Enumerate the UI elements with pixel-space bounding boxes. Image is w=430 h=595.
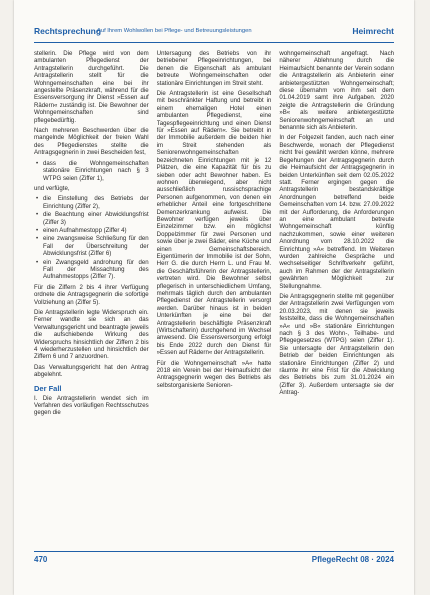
column-1 bbox=[34, 50, 149, 550]
paragraph: In der Folgezeit fanden, auch nach einer Beschwerde, wonach der Pflegedienst nicht frei gewählt werden könne, mehrere Begehungen der Antragsgegnerin durch die Heimaufsicht der Antragsgegnerin in beiden Unterkünften seit dem 02.05.2022 statt. Ferner ergingen gegen die Antragstellerin bestandskräftige Anordnungen betreffend beide Gemeinschaften vom 14. bzw. 27.09.2022 mit der Aufforderung, die Anforderungen an eine ambulant betreute Wohngemeinschaft künftig nachzukommen, sowie einer weiteren Anordnung vom 28.10.2022 die Einrichtung »A« betreffend. Im Weiteren wurden zahlreiche Gespräche und wechselseitiger Schriftverkehr geführt, auch im Rahmen der der Antragstellerin gewährten Möglichkeit zur Stellungnahme. bbox=[279, 134, 395, 290]
paragraph: wohngemeinschaft angefragt. Nach näherer Ablehnung durch die Heimaufsicht benannte der Verein sodann die Antragstellerin als Anbieterin einer anbietergestützten Wohngemeinschaft; diese übernahm vom ihm seit dem 01.04.2019 samt ihre Aufgaben. 2020 zeigte die Antragstellerin die Gründung »B« als weitere anbietergestützte Seniorenwohngemeinschaft an und benannte sich als Anbieterin. bbox=[279, 50, 395, 132]
paragraph: Die Antragstellerin legte Widerspruch ein. Ferner wandte sie sich an das Verwaltungsgericht und beantragte jeweils die aufschiebende Wirkung des Widerspruchs hinsichtlich der Ziffern 2 bis 4 wiederherzustellen und hinsichtlich der Ziffern 6 und 7 anzuordnen. bbox=[34, 309, 149, 361]
list-item: • die Einstellung des Betriebs der Einrichtung (Ziffer 2), bbox=[40, 195, 149, 210]
section-subtitle: Auf Ihrem Wohlwollen bei Pflege- und Betreuungsleistungen bbox=[97, 28, 252, 34]
paragraph: Untersagung des Betriebs von ihr betriebener Pflegeeinrichtungen, bei denen die Eigenschaft als ambulant betreute Wohngemeinschaften oder stationäre Einrichtungen im Streit steht. bbox=[156, 50, 272, 87]
header-topic: Heimrecht bbox=[352, 26, 394, 36]
running-footer bbox=[34, 551, 394, 566]
list-item: • ein Zwangsgeld androhung für den Fall der Missachtung des Aufnahmestopps (Ziffer 7). bbox=[40, 259, 149, 281]
paragraph: Für die Wohngemeinschaft »A« hatte 2018 ein Verein bei der Heimaufsicht der Antragsgegnerin wegen des Betriebs als selbstorganisierte Senioren- bbox=[156, 359, 272, 389]
column-3 bbox=[279, 50, 394, 550]
page-number: 470 bbox=[34, 555, 48, 564]
paragraph: Das Verwaltungsgericht hat den Antrag abgelehnt. bbox=[34, 363, 149, 379]
paragraph: Die Antragsgegnerin stellte mit gegenüber der Antragstellerin zwei Verfügungen vom 20.03.2023, mit denen sie jeweils feststellte, dass die Wohngemeinschaften »A« und »B« stationäre Einrichtungen nach § 3 des Wohn-, Teilhabe- und Pflegegesetzes (WTPG) seien (Ziffer 1). Sie untersagte der Antragstellerin den Betrieb der beiden Einrichtungen als stationäre Einrichtungen (Ziffer 2) und räumte ihr eine Frist für die Abwicklung des Betriebs bis zum 31.01.2024 ein (Ziffer 3). Außerdem untersagte sie der Antrag- bbox=[279, 293, 395, 397]
list-item: • eine zwangsweise Schließung für den Fall der Überschreitung der Abwicklungsfrist (Ziffer 6) bbox=[40, 235, 149, 257]
section-heading: Der Fall bbox=[34, 383, 62, 393]
paragraph: Die Antragstellerin ist eine Gesellschaft mit beschränkter Haftung und betreibt in einem ehemaligen Hotel einen ambulanten Pflegedienst, eine Tagespflegeeinrichtung und einen Dienst für »Essen auf Rädern«. Sie betreibt in der Immobilie außerdem die beiden hier im Streit stehenden als Seniorenwohngemeinschaften bezeichneten Einrichtungen mit je 12 Plätzen, die eine Kapazität für bis zu sieben oder acht Bewohner haben. Es wohnen überwiegend, aber nicht ausschließlich russischsprachige Personen aufgenommen, von denen ein erheblicher Anteil eine fortgeschrittene Demenzerkrankung aufweist. Die Bewohner verfügen jeweils über Einzelzimmer bzw. ein möglichst Doppelzimmer für zwei Personen und sowie über je zwei Bäder, eine Küche und einen Gemeinschaftsbereich. Eigentümerin der Immobilie ist der Sohn, Herr G. die durch Herrn L. und Frau M. die Geschäftsführerin der Antragstellerin, vertreten wird. Die Bewohner selbst pflegerisch in unterschiedlichem Umfang, mehrmals täglich durch den ambulanten Pflegedienst der Antragstellerin versorgt werden. Darüber hinaus ist in beiden Unterkünften je eine bei der Antragstellerin beschäftigte Präsenzkraft (Wirtschafterin) durchgehend im Wechsel anwesend. Die Essensversorgung erfolgt bis Ende 2022 durch den Dienst für »Essen auf Rädern« der Antragstellerin. bbox=[156, 90, 272, 357]
document-page bbox=[14, 0, 414, 595]
list-item: • einen Aufnahmestopp (Ziffer 4) bbox=[40, 227, 149, 234]
bullet-list bbox=[34, 160, 149, 182]
bullet-list bbox=[34, 195, 149, 280]
section-title: Rechtsprechung bbox=[34, 26, 102, 36]
column-2 bbox=[157, 50, 272, 550]
paragraph: Nach mehreren Beschwerden über die mangelnde Möglichkeit der freien Wahl des Pflegedienstes stellte die Antragsgegnerin in zwei Bescheiden fest, bbox=[34, 127, 149, 157]
paragraph: Für die Ziffern 2 bis 4 ihrer Verfügung ordnete die Antragsgegnerin die sofortige Vollziehung an (Ziffer 5). bbox=[34, 283, 149, 306]
paragraph: stellerin. Die Pflege wird von dem ambulanten Pflegedienst der Antragstellerin durchgeführt. Die Antragstellerin stellt für die Wohngemeinschaften eine bei ihr angestellte Präsenzkraft, während für die Essensversorgung ihr Dienst »Essen auf Rädern« zuständig ist. Die Bewohner der Wohngemeinschaften sind pflegebedürftig. bbox=[34, 50, 149, 124]
text-columns bbox=[34, 50, 394, 550]
paragraph: I. Die Antragstellerin wendet sich im Verfahren des vorläufigen Rechtsschutzes gegen die bbox=[34, 394, 149, 417]
journal-issue: PflegeRecht 08 · 2024 bbox=[311, 555, 394, 564]
list-item: • dass die Wohngemeinschaften stationäre Einrichtungen nach § 3 WTPG seien (Ziffer 1), bbox=[40, 160, 149, 182]
running-header bbox=[34, 26, 394, 43]
list-item: • die Beachtung einer Abwicklungsfrist (Ziffer 3) bbox=[40, 211, 149, 226]
paragraph: und verfügte, bbox=[34, 184, 70, 192]
